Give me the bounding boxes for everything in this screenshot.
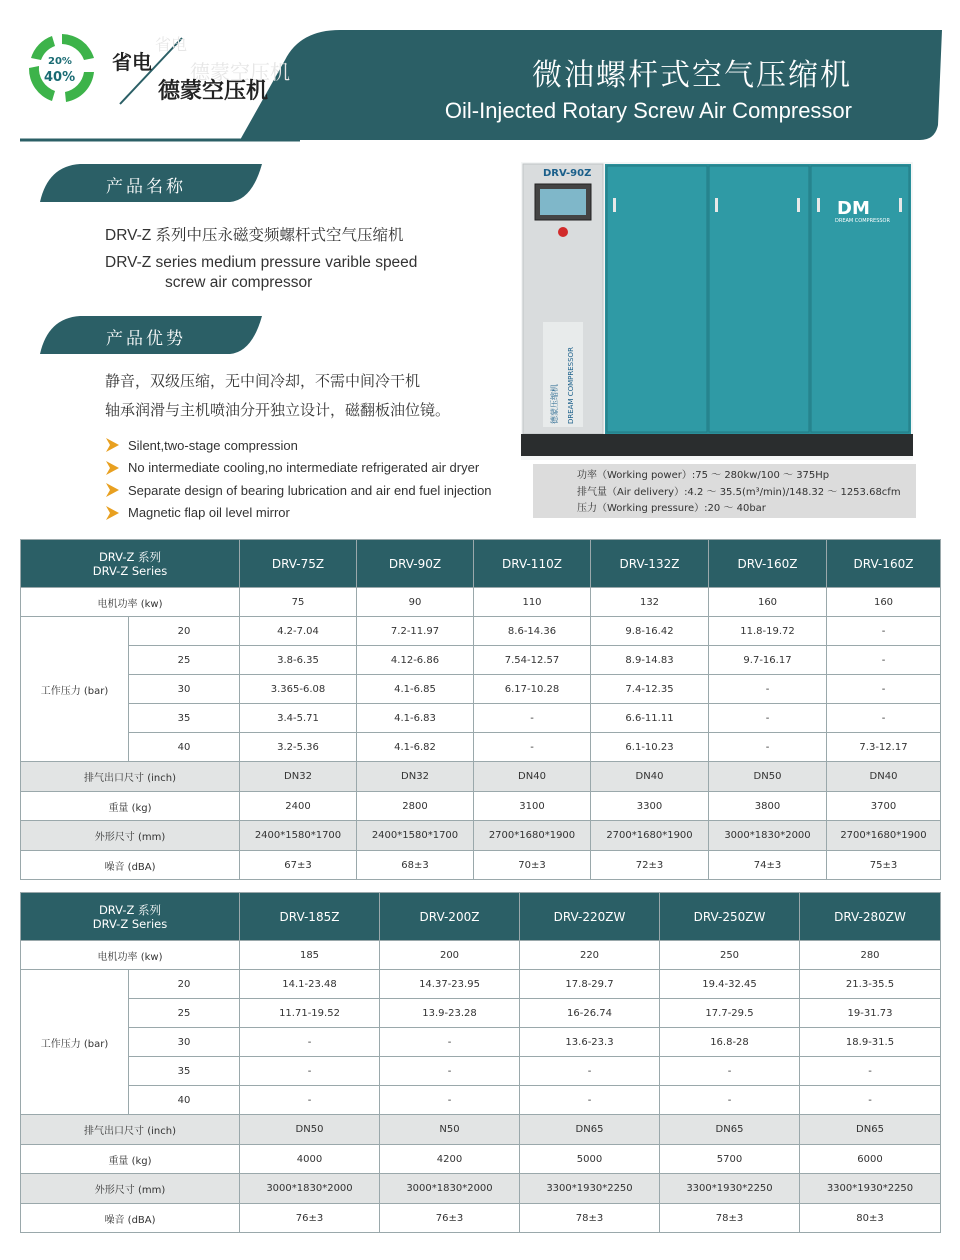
table-cell: 5000 (520, 1145, 660, 1174)
row-label: 噪音 (dBA) (21, 1204, 240, 1233)
table-cell: 2700*1680*1900 (827, 821, 941, 851)
table-cell: 3300*1930*2250 (520, 1174, 660, 1204)
table-cell: 280 (800, 941, 941, 970)
table-cell: - (800, 1057, 941, 1086)
list-item (104, 457, 492, 480)
chevron-right-icon (104, 482, 121, 498)
series-header-cn: DRV-Z 系列 (98, 549, 162, 564)
table-cell: 14.1-23.48 (240, 970, 380, 999)
pressure-label: 40 (129, 1086, 240, 1115)
table-cell: 13.6-23.3 (520, 1028, 660, 1057)
table-cell: 14.37-23.95 (380, 970, 520, 999)
model-plate-text: DRV-90Z (543, 168, 592, 179)
product-name-en-line1: DRV-Z series medium pressure varible speed (105, 254, 418, 271)
table-cell: 7.3-12.17 (827, 733, 941, 762)
table-cell: DN65 (800, 1115, 941, 1145)
table-cell: DN32 (240, 762, 357, 792)
table-row (21, 733, 941, 762)
pressure-label: 40 (129, 733, 240, 762)
row-label: 重量 (kg) (21, 1145, 240, 1174)
row-label: 排气出口尺寸 (inch) (21, 762, 240, 792)
table-cell: - (240, 1057, 380, 1086)
table-cell: 17.7-29.5 (660, 999, 800, 1028)
logo-percent-large: 40% (44, 70, 76, 85)
table-cell: 76±3 (240, 1204, 380, 1233)
model-header: DRV-110Z (474, 540, 591, 588)
spec-table-2 (20, 892, 941, 1233)
table-cell: DN65 (660, 1115, 800, 1145)
table-cell: DN40 (591, 762, 709, 792)
spec-summary-box (533, 464, 916, 518)
pressure-label: 20 (129, 617, 240, 646)
table-cell: 6.6-11.11 (591, 704, 709, 733)
page-header (0, 0, 960, 150)
recycle-icon (22, 28, 102, 108)
table-cell: 75±3 (827, 851, 941, 880)
table-cell: DN32 (357, 762, 474, 792)
table-cell: 110 (474, 588, 591, 617)
table-cell: - (800, 1086, 941, 1115)
table-cell: 70±3 (474, 851, 591, 880)
table-cell: - (474, 733, 591, 762)
pressure-label: 35 (129, 1057, 240, 1086)
table-row-weight (21, 792, 941, 821)
pressure-label: 25 (129, 646, 240, 675)
table-row-motor-power (21, 941, 941, 970)
table-cell: 67±3 (240, 851, 357, 880)
table-cell: 3.4-5.71 (240, 704, 357, 733)
brand-ghost-name: 德蒙空压机 (190, 60, 290, 84)
row-label: 排气出口尺寸 (inch) (21, 1115, 240, 1145)
table-cell: 160 (709, 588, 827, 617)
table-row-dimensions (21, 821, 941, 851)
table-cell: - (709, 675, 827, 704)
table-row (21, 675, 941, 704)
table-cell: - (520, 1057, 660, 1086)
table-cell: 3000*1830*2000 (380, 1174, 520, 1204)
table-row (21, 646, 941, 675)
list-item (104, 479, 492, 502)
spec-power: 功率（Working power）:75 ～ 280kw/100 ～ 375Hp (577, 470, 830, 481)
table-cell: 3000*1830*2000 (240, 1174, 380, 1204)
table-cell: 16-26.74 (520, 999, 660, 1028)
table-cell: 3800 (709, 792, 827, 821)
table-cell: 6000 (800, 1145, 941, 1174)
model-header: DRV-220ZW (520, 893, 660, 941)
table-cell: 4.12-6.86 (357, 646, 474, 675)
table-cell: - (827, 646, 941, 675)
product-name-cn: DRV-Z 系列中压永磁变频螺杆式空气压缩机 (105, 227, 404, 244)
table-cell: 2700*1680*1900 (591, 821, 709, 851)
table-cell: 3700 (827, 792, 941, 821)
table-cell: - (240, 1028, 380, 1057)
table-row (21, 704, 941, 733)
spec-delivery: 排气量（Air delivery）:4.2 ～ 35.5(m³/min)/148.32 ～ 1253.68cfm (577, 486, 901, 498)
row-label: 电机功率 (kw) (21, 588, 240, 617)
series-header-cn: DRV-Z 系列 (98, 902, 162, 917)
chevron-right-icon (104, 460, 121, 476)
row-label: 电机功率 (kw) (21, 941, 240, 970)
brand-tagline: 省电 (112, 50, 152, 74)
brand-name: 德蒙空压机 (158, 79, 269, 104)
table-cell: 7.54-12.57 (474, 646, 591, 675)
list-item (104, 434, 492, 457)
table-row (21, 999, 941, 1028)
table-cell: 11.8-19.72 (709, 617, 827, 646)
table-cell: 18.9-31.5 (800, 1028, 941, 1057)
table-cell: 7.4-12.35 (591, 675, 709, 704)
table-cell: 8.6-14.36 (474, 617, 591, 646)
door-logo-sub: DREAM COMPRESSOR (835, 218, 890, 224)
table-cell: 200 (380, 941, 520, 970)
table-cell: 4.1-6.83 (357, 704, 474, 733)
table-cell: 132 (591, 588, 709, 617)
table-cell: 2800 (357, 792, 474, 821)
series-header-en: DRV-Z Series (92, 563, 168, 578)
table-cell: 19-31.73 (800, 999, 941, 1028)
bullet-text: No intermediate cooling,no intermediate refrigerated air dryer (128, 460, 480, 476)
table-cell: 19.4-32.45 (660, 970, 800, 999)
table-cell: DN40 (474, 762, 591, 792)
table-cell: 78±3 (520, 1204, 660, 1233)
door-logo-text: DM (837, 198, 870, 219)
table-row-outlet (21, 762, 941, 792)
chevron-right-icon (104, 505, 121, 521)
page-title-cn: 微油螺杆式空气压缩机 (532, 58, 852, 93)
row-label: 外形尺寸 (mm) (21, 821, 240, 851)
series-header-en: DRV-Z Series (92, 916, 168, 931)
chevron-right-icon (104, 437, 121, 453)
table-row-weight (21, 1145, 941, 1174)
table-cell: 4.2-7.04 (240, 617, 357, 646)
table-row (21, 1086, 941, 1115)
table-cell: N50 (380, 1115, 520, 1145)
table-cell: 8.9-14.83 (591, 646, 709, 675)
section-label-text: 产品名称 (106, 177, 186, 197)
bullet-text: Silent,two-stage compression (128, 437, 298, 453)
model-header: DRV-200Z (380, 893, 520, 941)
table-cell: - (380, 1028, 520, 1057)
table-cell: - (660, 1057, 800, 1086)
table-cell: 72±3 (591, 851, 709, 880)
spec-table-1 (20, 539, 941, 880)
model-header: DRV-90Z (357, 540, 474, 588)
brand-ghost-tagline: 省电 (155, 35, 188, 54)
table-cell: DN50 (709, 762, 827, 792)
list-item (104, 502, 492, 525)
table-cell: DN40 (827, 762, 941, 792)
table-cell: 6.1-10.23 (591, 733, 709, 762)
side-text-cn: 德蒙压缩机 (550, 384, 559, 424)
compressor-product-image (521, 162, 913, 460)
table-cell: - (827, 675, 941, 704)
table-cell: - (827, 617, 941, 646)
table-cell: - (240, 1086, 380, 1115)
model-header: DRV-280ZW (800, 893, 941, 941)
bullet-text: Separate design of bearing lubrication and air end fuel injection (128, 482, 492, 498)
table-cell: 250 (660, 941, 800, 970)
table-row-noise (21, 1204, 941, 1233)
table-cell: 4200 (380, 1145, 520, 1174)
spec-pressure: 压力（Working pressure）:20 ～ 40bar (577, 503, 766, 514)
table-cell: 3100 (474, 792, 591, 821)
table-row-noise (21, 851, 941, 880)
side-text-en: DREAM COMPRESSOR (567, 347, 575, 424)
table-cell: 68±3 (357, 851, 474, 880)
table-cell: 2400*1580*1700 (240, 821, 357, 851)
table-cell: 5700 (660, 1145, 800, 1174)
pressure-label: 25 (129, 999, 240, 1028)
row-label: 噪音 (dBA) (21, 851, 240, 880)
table-cell: 16.8-28 (660, 1028, 800, 1057)
model-header: DRV-75Z (240, 540, 357, 588)
bullet-text: Magnetic flap oil level mirror (128, 505, 290, 521)
table-cell: DN50 (240, 1115, 380, 1145)
model-header: DRV-160Z (709, 540, 827, 588)
advantages-cn-line2: 轴承润滑与主机喷油分开独立设计，磁翻板油位镜。 (105, 401, 451, 419)
model-header: DRV-160Z (827, 540, 941, 588)
table-cell: 3.2-5.36 (240, 733, 357, 762)
section-label-advantages (40, 314, 262, 356)
table-cell: 3300*1930*2250 (800, 1174, 941, 1204)
row-label-working-pressure: 工作压力 (bar) (21, 617, 129, 762)
table-cell: 9.8-16.42 (591, 617, 709, 646)
table-cell: 4.1-6.85 (357, 675, 474, 704)
table-cell: 6.17-10.28 (474, 675, 591, 704)
table-cell: - (380, 1086, 520, 1115)
table-cell: 7.2-11.97 (357, 617, 474, 646)
row-label: 外形尺寸 (mm) (21, 1174, 240, 1204)
table-cell: 185 (240, 941, 380, 970)
table-cell: 75 (240, 588, 357, 617)
model-header: DRV-132Z (591, 540, 709, 588)
table-cell: 78±3 (660, 1204, 800, 1233)
row-label: 重量 (kg) (21, 792, 240, 821)
table-cell: 90 (357, 588, 474, 617)
product-name-en-line2: screw air compressor (165, 274, 313, 291)
table-cell: - (827, 704, 941, 733)
section-label-product-name (40, 162, 262, 204)
series-header (21, 893, 240, 941)
table-cell: - (660, 1086, 800, 1115)
table-row (21, 1028, 941, 1057)
pressure-label: 30 (129, 1028, 240, 1057)
table-cell: 2700*1680*1900 (474, 821, 591, 851)
pressure-label: 20 (129, 970, 240, 999)
row-label-working-pressure: 工作压力 (bar) (21, 970, 129, 1115)
series-header (21, 540, 240, 588)
table-cell: - (709, 733, 827, 762)
model-header: DRV-185Z (240, 893, 380, 941)
table-cell: DN65 (520, 1115, 660, 1145)
table-cell: - (709, 704, 827, 733)
table-cell: 220 (520, 941, 660, 970)
pressure-label: 35 (129, 704, 240, 733)
table-row (21, 617, 941, 646)
table-cell: - (474, 704, 591, 733)
table-cell: 4000 (240, 1145, 380, 1174)
table-row-motor-power (21, 588, 941, 617)
section-label-text: 产品优势 (106, 329, 186, 349)
table-cell: 2400 (240, 792, 357, 821)
table-cell: - (520, 1086, 660, 1115)
table-cell: 13.9-23.28 (380, 999, 520, 1028)
table-row-outlet (21, 1115, 941, 1145)
table-cell: 9.7-16.17 (709, 646, 827, 675)
table-row-dimensions (21, 1174, 941, 1204)
table-cell: 11.71-19.52 (240, 999, 380, 1028)
table-cell: 74±3 (709, 851, 827, 880)
table-cell: 3.8-6.35 (240, 646, 357, 675)
model-header: DRV-250ZW (660, 893, 800, 941)
table-cell: 80±3 (800, 1204, 941, 1233)
logo-percent-small: 20% (48, 56, 72, 67)
pressure-label: 30 (129, 675, 240, 704)
advantages-bullet-list (104, 434, 492, 524)
table-cell: 17.8-29.7 (520, 970, 660, 999)
table-cell: 4.1-6.82 (357, 733, 474, 762)
table-cell: 160 (827, 588, 941, 617)
table-cell: 2400*1580*1700 (357, 821, 474, 851)
table-row (21, 1057, 941, 1086)
advantages-cn-line1: 静音，双级压缩，无中间冷却，不需中间冷干机 (105, 372, 421, 390)
table-cell: 3300 (591, 792, 709, 821)
table-cell: 3300*1930*2250 (660, 1174, 800, 1204)
table-cell: 3.365-6.08 (240, 675, 357, 704)
table-cell: 3000*1830*2000 (709, 821, 827, 851)
table-cell: 76±3 (380, 1204, 520, 1233)
table-cell: 21.3-35.5 (800, 970, 941, 999)
table-row (21, 970, 941, 999)
table-cell: - (380, 1057, 520, 1086)
page-title-en: Oil-Injected Rotary Screw Air Compressor (444, 98, 852, 123)
